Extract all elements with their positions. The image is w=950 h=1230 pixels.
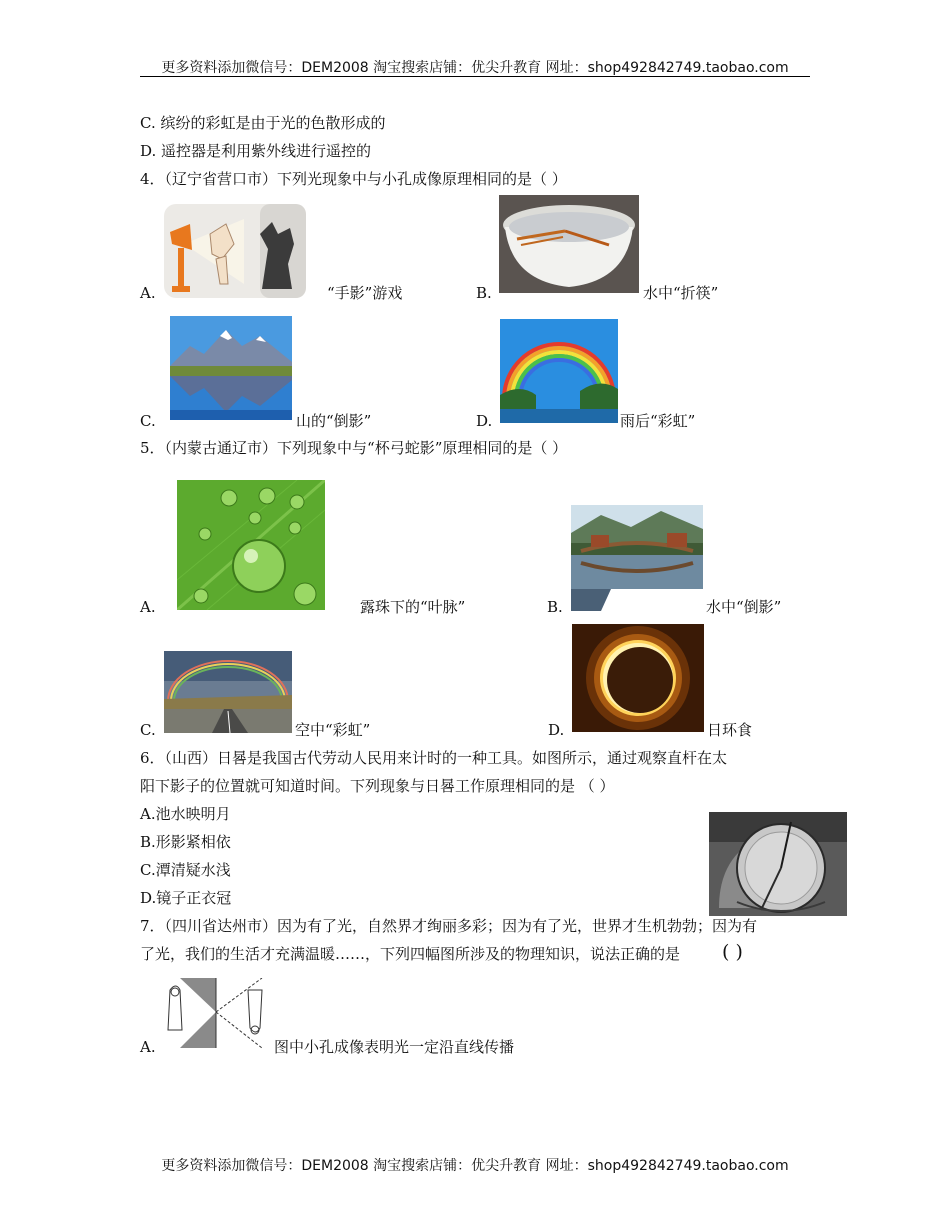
q7-a-caption: 图中小孔成像表明光一定沿直线传播 (274, 1038, 515, 1056)
q5-b-caption: 水中“倒影” (706, 598, 782, 616)
q4-d-caption: 雨后“彩虹” (620, 412, 696, 430)
q4-b-letter: B. (476, 284, 492, 302)
page-header: 更多资料添加微信号：DEM2008 淘宝搜索店铺：优尖升教育 网址：shop492842749.taobao.com (161, 60, 789, 76)
q6-option-b: B.形影紧相依 (140, 833, 231, 851)
rainbow-image (500, 319, 618, 423)
q4-stem: 4．（辽宁省营口市）下列光现象中与小孔成像原理相同的是（ ） (140, 170, 567, 188)
q6-stem-line2: 阳下影子的位置就可知道时间。下列现象与日晷工作原理相同的是 （ ） (140, 777, 615, 795)
header-divider (140, 76, 810, 77)
q4-a-letter: A. (140, 284, 156, 302)
q3-option-c: C. 缤纷的彩虹是由于光的色散形成的 (140, 114, 386, 132)
pinhole-diagram-image (162, 978, 270, 1050)
q7-stem-line1: 7．（四川省达州市）因为有了光，自然界才绚丽多彩；因为有了光，世界才生机勃勃；因为有 (140, 917, 758, 935)
q5-c-letter: C. (140, 721, 156, 739)
sky-rainbow-image (164, 651, 292, 733)
q4-b-caption: 水中“折筷” (643, 284, 719, 302)
q4-c-caption: 山的“倒影” (296, 412, 372, 430)
hand-shadow-image (164, 204, 306, 298)
q4-c-letter: C. (140, 412, 156, 430)
bridge-reflection-image (571, 505, 703, 611)
q7-answer-paren: ( ) (722, 941, 743, 963)
q5-c-caption: 空中“彩虹” (295, 721, 371, 739)
q7-stem-line2: 了光，我们的生活才充满温暖……，下列四幅图所涉及的物理知识，说法正确的是 (140, 945, 681, 963)
page-footer: 更多资料添加微信号：DEM2008 淘宝搜索店铺：优尖升教育 网址：shop492842749.taobao.com (161, 1158, 789, 1174)
q3-option-d: D. 遥控器是利用紫外线进行遥控的 (140, 142, 372, 160)
q6-option-a: A.池水映明月 (140, 805, 231, 823)
q7-a-letter: A. (140, 1038, 156, 1056)
q4-a-caption: “手影”游戏 (327, 284, 403, 302)
mountain-reflection-image (170, 316, 292, 420)
sundial-image (709, 812, 847, 916)
bent-chopsticks-image (499, 195, 639, 293)
q5-d-caption: 日环食 (707, 721, 753, 739)
q6-option-c: C.潭清疑水浅 (140, 861, 231, 879)
q6-option-d: D.镜子正衣冠 (140, 889, 232, 907)
q5-a-caption: 露珠下的“叶脉” (360, 598, 466, 616)
annular-eclipse-image (572, 624, 704, 732)
q4-d-letter: D. (476, 412, 493, 430)
dewdrop-leaf-image (177, 480, 325, 610)
q5-b-letter: B. (547, 598, 563, 616)
q6-stem-line1: 6．（山西）日晷是我国古代劳动人民用来计时的一种工具。如图所示，通过观察直杆在太 (140, 749, 728, 767)
q5-a-letter: A. (140, 598, 156, 616)
q5-stem: 5．（内蒙古通辽市）下列现象中与“杯弓蛇影”原理相同的是（ ） (140, 439, 568, 457)
q5-d-letter: D. (548, 721, 565, 739)
